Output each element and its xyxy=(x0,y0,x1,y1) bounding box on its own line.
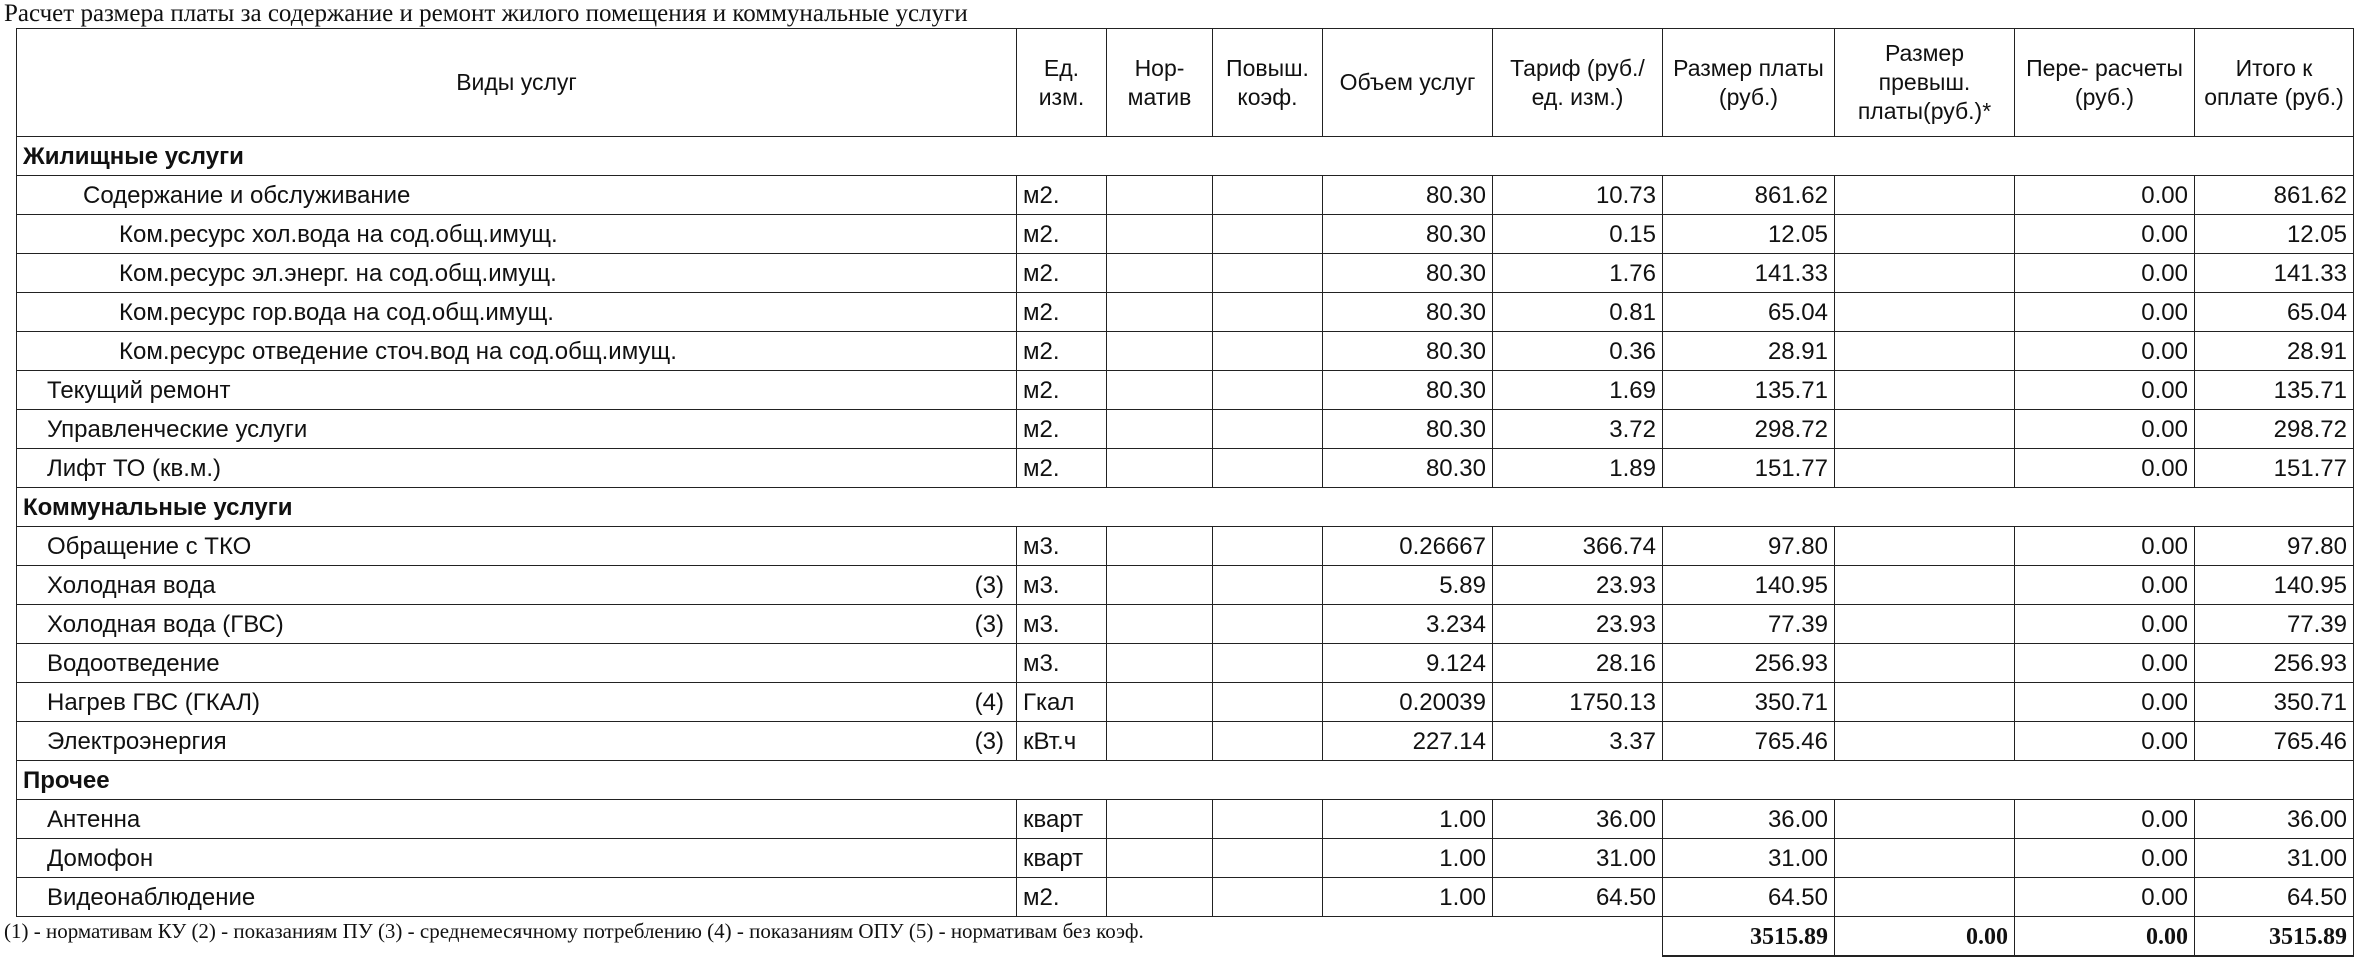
excess-cell xyxy=(1835,254,2015,293)
header-col-volume: Объем услуг xyxy=(1323,29,1493,137)
calc-method-note: (4) xyxy=(974,689,1004,716)
volume-cell: 3.234 xyxy=(1323,605,1493,644)
volume-cell: 1.00 xyxy=(1323,839,1493,878)
table-body xyxy=(17,137,2354,956)
unit-cell: м2. xyxy=(1017,332,1107,371)
total-cell: 31.00 xyxy=(2195,839,2354,878)
header-row xyxy=(17,29,2354,137)
header-col-tariff: Тариф (руб./ед. изм.) xyxy=(1493,29,1663,137)
excess-cell xyxy=(1835,371,2015,410)
normative-cell xyxy=(1107,605,1213,644)
amount-cell: 151.77 xyxy=(1663,449,1835,488)
amount-cell: 28.91 xyxy=(1663,332,1835,371)
coef-cell xyxy=(1213,371,1323,410)
service-name: Обращение с ТКО xyxy=(47,533,252,560)
normative-cell xyxy=(1107,566,1213,605)
recalc-cell: 0.00 xyxy=(2015,410,2195,449)
coef-cell xyxy=(1213,566,1323,605)
coef-cell xyxy=(1213,410,1323,449)
excess-cell xyxy=(1835,293,2015,332)
tariff-cell: 28.16 xyxy=(1493,644,1663,683)
coef-cell xyxy=(1213,254,1323,293)
service-name-cell xyxy=(17,176,1017,215)
normative-cell xyxy=(1107,449,1213,488)
table-row xyxy=(17,839,2354,878)
section-row xyxy=(17,761,2354,800)
table-row xyxy=(17,176,2354,215)
unit-cell: м2. xyxy=(1017,410,1107,449)
header-col-normative: Нор- матив xyxy=(1107,29,1213,137)
excess-cell xyxy=(1835,449,2015,488)
normative-cell xyxy=(1107,293,1213,332)
service-name-cell xyxy=(17,800,1017,839)
coef-cell xyxy=(1213,878,1323,917)
volume-cell: 1.00 xyxy=(1323,800,1493,839)
recalc-cell: 0.00 xyxy=(2015,800,2195,839)
normative-cell xyxy=(1107,800,1213,839)
totals-blank xyxy=(1323,917,1493,956)
normative-cell xyxy=(1107,722,1213,761)
coef-cell xyxy=(1213,722,1323,761)
amount-cell: 97.80 xyxy=(1663,527,1835,566)
section-filler xyxy=(1017,488,2354,527)
header-col-total: Итого к оплате (руб.) xyxy=(2195,29,2354,137)
total-cell: 97.80 xyxy=(2195,527,2354,566)
service-name-cell xyxy=(17,410,1017,449)
section-row xyxy=(17,137,2354,176)
tariff-cell: 10.73 xyxy=(1493,176,1663,215)
recalc-cell: 0.00 xyxy=(2015,722,2195,761)
total-cell: 861.62 xyxy=(2195,176,2354,215)
tariff-cell: 23.93 xyxy=(1493,566,1663,605)
amount-cell: 256.93 xyxy=(1663,644,1835,683)
total-cell: 140.95 xyxy=(2195,566,2354,605)
tariff-cell: 1.76 xyxy=(1493,254,1663,293)
table-row xyxy=(17,683,2354,722)
table-row xyxy=(17,878,2354,917)
amount-cell: 65.04 xyxy=(1663,293,1835,332)
amount-cell: 77.39 xyxy=(1663,605,1835,644)
service-name-cell xyxy=(17,254,1017,293)
total-cell: 12.05 xyxy=(2195,215,2354,254)
table-row xyxy=(17,371,2354,410)
total-recalc: 0.00 xyxy=(2015,917,2195,956)
normative-cell xyxy=(1107,332,1213,371)
totals-blank xyxy=(1213,917,1323,956)
volume-cell: 1.00 xyxy=(1323,878,1493,917)
tariff-cell: 3.37 xyxy=(1493,722,1663,761)
recalc-cell: 0.00 xyxy=(2015,566,2195,605)
volume-cell: 80.30 xyxy=(1323,215,1493,254)
total-cell: 350.71 xyxy=(2195,683,2354,722)
recalc-cell: 0.00 xyxy=(2015,215,2195,254)
volume-cell: 0.20039 xyxy=(1323,683,1493,722)
volume-cell: 80.30 xyxy=(1323,254,1493,293)
excess-cell xyxy=(1835,566,2015,605)
amount-cell: 31.00 xyxy=(1663,839,1835,878)
unit-cell: м2. xyxy=(1017,215,1107,254)
coef-cell xyxy=(1213,215,1323,254)
recalc-cell: 0.00 xyxy=(2015,254,2195,293)
service-name-cell xyxy=(17,293,1017,332)
service-name-cell xyxy=(17,839,1017,878)
document-title: Расчет размера платы за содержание и ремонт жилого помещения и коммунальные услуги xyxy=(4,0,968,27)
unit-cell: м2. xyxy=(1017,176,1107,215)
total-cell: 36.00 xyxy=(2195,800,2354,839)
billing-table xyxy=(16,28,2354,957)
recalc-cell: 0.00 xyxy=(2015,878,2195,917)
coef-cell xyxy=(1213,176,1323,215)
header-col-service: Виды услуг xyxy=(17,29,1017,137)
unit-cell: кварт xyxy=(1017,839,1107,878)
tariff-cell: 36.00 xyxy=(1493,800,1663,839)
coef-cell xyxy=(1213,293,1323,332)
service-name: Управленческие услуги xyxy=(47,416,308,443)
recalc-cell: 0.00 xyxy=(2015,839,2195,878)
amount-cell: 12.05 xyxy=(1663,215,1835,254)
service-name: Видеонаблюдение xyxy=(47,884,256,911)
normative-cell xyxy=(1107,215,1213,254)
recalc-cell: 0.00 xyxy=(2015,293,2195,332)
amount-cell: 765.46 xyxy=(1663,722,1835,761)
excess-cell xyxy=(1835,683,2015,722)
service-name-cell xyxy=(17,605,1017,644)
total-cell: 28.91 xyxy=(2195,332,2354,371)
total-cell: 765.46 xyxy=(2195,722,2354,761)
section-title: Прочее xyxy=(17,761,1017,800)
service-name: Ком.ресурс отведение сточ.вод на сод.общ.имущ. xyxy=(119,338,677,365)
service-name-cell xyxy=(17,332,1017,371)
calc-method-note: (3) xyxy=(974,572,1004,599)
service-name: Лифт ТО (кв.м.) xyxy=(47,455,222,482)
normative-cell xyxy=(1107,527,1213,566)
amount-cell: 298.72 xyxy=(1663,410,1835,449)
amount-cell: 140.95 xyxy=(1663,566,1835,605)
tariff-cell: 31.00 xyxy=(1493,839,1663,878)
unit-cell: м2. xyxy=(1017,293,1107,332)
normative-cell xyxy=(1107,410,1213,449)
total-cell: 65.04 xyxy=(2195,293,2354,332)
amount-cell: 141.33 xyxy=(1663,254,1835,293)
service-name-cell xyxy=(17,683,1017,722)
total-excess: 0.00 xyxy=(1835,917,2015,956)
volume-cell: 227.14 xyxy=(1323,722,1493,761)
section-filler xyxy=(1017,761,2354,800)
volume-cell: 80.30 xyxy=(1323,371,1493,410)
total-amount: 3515.89 xyxy=(1663,917,1835,956)
header-col-excess: Размер превыш. платы(руб.)* xyxy=(1835,29,2015,137)
table-row xyxy=(17,215,2354,254)
unit-cell: м2. xyxy=(1017,254,1107,293)
excess-cell xyxy=(1835,878,2015,917)
normative-cell xyxy=(1107,176,1213,215)
service-name-cell xyxy=(17,566,1017,605)
table-row xyxy=(17,410,2354,449)
tariff-cell: 0.15 xyxy=(1493,215,1663,254)
table-header xyxy=(17,29,2354,137)
coef-cell xyxy=(1213,449,1323,488)
recalc-cell: 0.00 xyxy=(2015,527,2195,566)
service-name: Ком.ресурс эл.энерг. на сод.общ.имущ. xyxy=(119,260,557,287)
section-title: Коммунальные услуги xyxy=(17,488,1017,527)
amount-cell: 350.71 xyxy=(1663,683,1835,722)
tariff-cell: 1.89 xyxy=(1493,449,1663,488)
unit-cell: м3. xyxy=(1017,644,1107,683)
unit-cell: м2. xyxy=(1017,371,1107,410)
service-name: Текущий ремонт xyxy=(47,377,231,404)
service-name-cell xyxy=(17,527,1017,566)
service-name-cell xyxy=(17,449,1017,488)
table-row xyxy=(17,722,2354,761)
recalc-cell: 0.00 xyxy=(2015,332,2195,371)
amount-cell: 861.62 xyxy=(1663,176,1835,215)
tariff-cell: 1750.13 xyxy=(1493,683,1663,722)
amount-cell: 135.71 xyxy=(1663,371,1835,410)
table-row xyxy=(17,332,2354,371)
amount-cell: 64.50 xyxy=(1663,878,1835,917)
volume-cell: 80.30 xyxy=(1323,449,1493,488)
unit-cell: м3. xyxy=(1017,527,1107,566)
recalc-cell: 0.00 xyxy=(2015,605,2195,644)
section-filler xyxy=(1017,137,2354,176)
calc-method-note: (3) xyxy=(974,611,1004,638)
footnote-legend: (1) - нормативам КУ (2) - показаниям ПУ (3) - среднемесячному потреблению (4) - показаниям ОПУ (5) - нормативам без коэф. xyxy=(4,919,1144,943)
volume-cell: 9.124 xyxy=(1323,644,1493,683)
coef-cell xyxy=(1213,605,1323,644)
volume-cell: 5.89 xyxy=(1323,566,1493,605)
unit-cell: м3. xyxy=(1017,605,1107,644)
unit-cell: кВт.ч xyxy=(1017,722,1107,761)
recalc-cell: 0.00 xyxy=(2015,449,2195,488)
service-name-cell xyxy=(17,644,1017,683)
total-cell: 141.33 xyxy=(2195,254,2354,293)
excess-cell xyxy=(1835,800,2015,839)
total-cell: 135.71 xyxy=(2195,371,2354,410)
tariff-cell: 3.72 xyxy=(1493,410,1663,449)
excess-cell xyxy=(1835,527,2015,566)
recalc-cell: 0.00 xyxy=(2015,644,2195,683)
tariff-cell: 0.36 xyxy=(1493,332,1663,371)
section-row xyxy=(17,488,2354,527)
header-col-amount: Размер платы (руб.) xyxy=(1663,29,1835,137)
excess-cell xyxy=(1835,410,2015,449)
volume-cell: 0.26667 xyxy=(1323,527,1493,566)
service-name-cell xyxy=(17,215,1017,254)
unit-cell: м3. xyxy=(1017,566,1107,605)
service-name: Водоотведение xyxy=(47,650,220,677)
unit-cell: кварт xyxy=(1017,800,1107,839)
table-row xyxy=(17,449,2354,488)
volume-cell: 80.30 xyxy=(1323,176,1493,215)
service-name-cell xyxy=(17,878,1017,917)
tariff-cell: 64.50 xyxy=(1493,878,1663,917)
total-total: 3515.89 xyxy=(2195,917,2354,956)
table-row xyxy=(17,566,2354,605)
amount-cell: 36.00 xyxy=(1663,800,1835,839)
excess-cell xyxy=(1835,176,2015,215)
tariff-cell: 0.81 xyxy=(1493,293,1663,332)
table-row xyxy=(17,605,2354,644)
normative-cell xyxy=(1107,254,1213,293)
unit-cell: м2. xyxy=(1017,878,1107,917)
total-cell: 298.72 xyxy=(2195,410,2354,449)
excess-cell xyxy=(1835,215,2015,254)
service-name: Электроэнергия xyxy=(47,728,227,755)
volume-cell: 80.30 xyxy=(1323,410,1493,449)
excess-cell xyxy=(1835,605,2015,644)
normative-cell xyxy=(1107,878,1213,917)
coef-cell xyxy=(1213,644,1323,683)
service-name: Домофон xyxy=(47,845,154,872)
excess-cell xyxy=(1835,722,2015,761)
service-name: Холодная вода xyxy=(47,572,216,599)
service-name: Антенна xyxy=(47,806,141,833)
coef-cell xyxy=(1213,527,1323,566)
volume-cell: 80.30 xyxy=(1323,293,1493,332)
service-name-cell xyxy=(17,371,1017,410)
volume-cell: 80.30 xyxy=(1323,332,1493,371)
calc-method-note: (3) xyxy=(974,728,1004,755)
recalc-cell: 0.00 xyxy=(2015,176,2195,215)
unit-cell: м2. xyxy=(1017,449,1107,488)
excess-cell xyxy=(1835,839,2015,878)
service-name: Нагрев ГВС (ГКАЛ) xyxy=(47,689,260,716)
unit-cell: Гкал xyxy=(1017,683,1107,722)
total-cell: 77.39 xyxy=(2195,605,2354,644)
normative-cell xyxy=(1107,683,1213,722)
service-name: Холодная вода (ГВС) xyxy=(47,611,284,638)
total-cell: 64.50 xyxy=(2195,878,2354,917)
header-col-unit: Ед. изм. xyxy=(1017,29,1107,137)
table-row xyxy=(17,254,2354,293)
coef-cell xyxy=(1213,839,1323,878)
table-row xyxy=(17,527,2354,566)
normative-cell xyxy=(1107,644,1213,683)
totals-blank xyxy=(1493,917,1663,956)
table-row xyxy=(17,293,2354,332)
recalc-cell: 0.00 xyxy=(2015,371,2195,410)
tariff-cell: 23.93 xyxy=(1493,605,1663,644)
excess-cell xyxy=(1835,332,2015,371)
tariff-cell: 1.69 xyxy=(1493,371,1663,410)
service-name: Содержание и обслуживание xyxy=(83,182,411,209)
total-cell: 256.93 xyxy=(2195,644,2354,683)
section-title: Жилищные услуги xyxy=(17,137,1017,176)
table-row xyxy=(17,644,2354,683)
service-name: Ком.ресурс хол.вода на сод.общ.имущ. xyxy=(119,221,558,248)
table-row xyxy=(17,800,2354,839)
recalc-cell: 0.00 xyxy=(2015,683,2195,722)
header-col-coef: Повыш. коэф. xyxy=(1213,29,1323,137)
service-name: Ком.ресурс гор.вода на сод.общ.имущ. xyxy=(119,299,554,326)
total-cell: 151.77 xyxy=(2195,449,2354,488)
header-col-recalc: Пере- расчеты (руб.) xyxy=(2015,29,2195,137)
normative-cell xyxy=(1107,371,1213,410)
service-name-cell xyxy=(17,722,1017,761)
tariff-cell: 366.74 xyxy=(1493,527,1663,566)
normative-cell xyxy=(1107,839,1213,878)
coef-cell xyxy=(1213,332,1323,371)
coef-cell xyxy=(1213,800,1323,839)
coef-cell xyxy=(1213,683,1323,722)
excess-cell xyxy=(1835,644,2015,683)
